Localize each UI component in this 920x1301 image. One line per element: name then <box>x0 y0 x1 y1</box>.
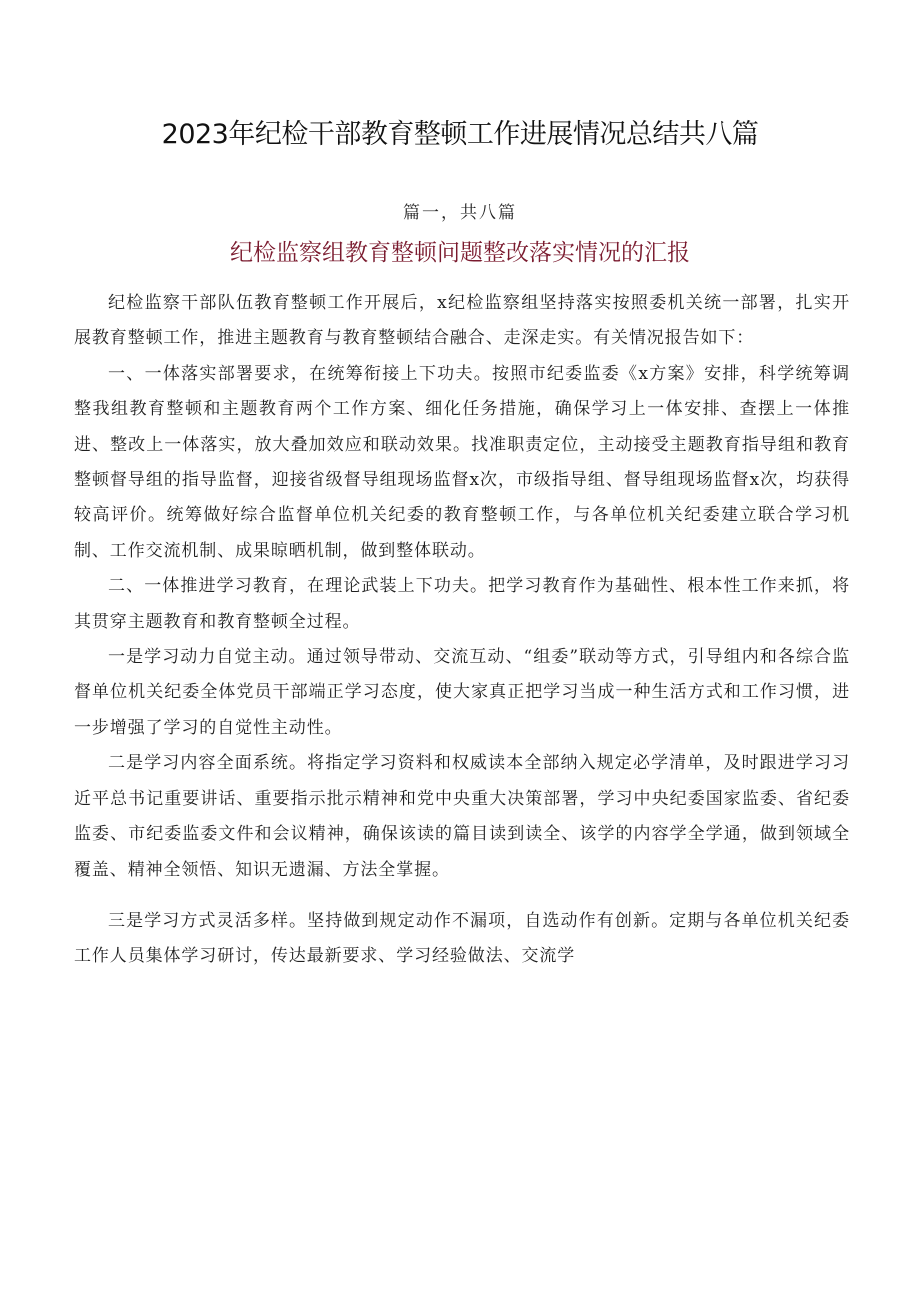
paragraph-item-one: 一是学习动力自觉主动。通过领导带动、交流互动、“组委”联动等方式，引导组内和各综合监督单位机关纪委全体党员干部端正学习态度，使大家真正把学习当成一种生活方式和工作习惯，进一步增强了学习的自觉性主动性。 <box>74 647 850 738</box>
paragraph-part-one: 一、一体落实部署要求，在统筹衔接上下功夫。按照市纪委监委《x方案》安排，科学统筹调整我组教育整顿和主题教育两个工作方案、细化任务措施，确保学习上一体安排、查摆上一体推进、整改上一体落实，放大叠加效应和联动效果。找准职责定位，主动接受主题教育指导组和教育整顿督导组的指导监督，迎接省级督导组现场监督x次，市级指导组、督导组现场监督x次，均获得较高评价。统筹做好综合监督单位机关纪委的教育整顿工作，与各单位机关纪委建立联合学习机制、工作交流机制、成果晾晒机制，做到整体联动。 <box>74 363 850 561</box>
document-title: 2023年纪检干部教育整顿工作进展情况总结共八篇 <box>161 119 759 150</box>
paragraph-intro: 纪检监察干部队伍教育整顿工作开展后，x纪检监察组坚持落实按照委机关统一部署，扎实开展教育整顿工作，推进主题教育与教育整顿结合融合、走深走实。有关情况报告如下： <box>74 293 850 349</box>
document-body <box>74 286 850 975</box>
paragraph-item-two: 二是学习内容全面系统。将指定学习资料和权威读本全部纳入规定必学清单，及时跟进学习习近平总书记重要讲话、重要指示批示精神和党中央重大决策部署，学习中央纪委国家监委、省纪委监委、市纪委监委文件和会议精神，确保该读的篇目读到读全、该学的内容学全学通，做到领域全覆盖、精神全领悟、知识无遗漏、方法全掌握。 <box>74 753 850 880</box>
paragraph-item-three: 三是学习方式灵活多样。坚持做到规定动作不漏项，自选动作有创新。定期与各单位机关纪委工作人员集体学习研讨，传达最新要求、学习经验做法、交流学 <box>74 910 850 967</box>
section-label: 篇一，共八篇 <box>403 203 517 223</box>
paragraph-part-two: 二、一体推进学习教育，在理论武装上下功夫。把学习教育作为基础性、根本性工作来抓，将其贯穿主题教育和教育整顿全过程。 <box>74 576 850 632</box>
section-heading: 纪检监察组教育整顿问题整改落实情况的汇报 <box>230 240 690 266</box>
